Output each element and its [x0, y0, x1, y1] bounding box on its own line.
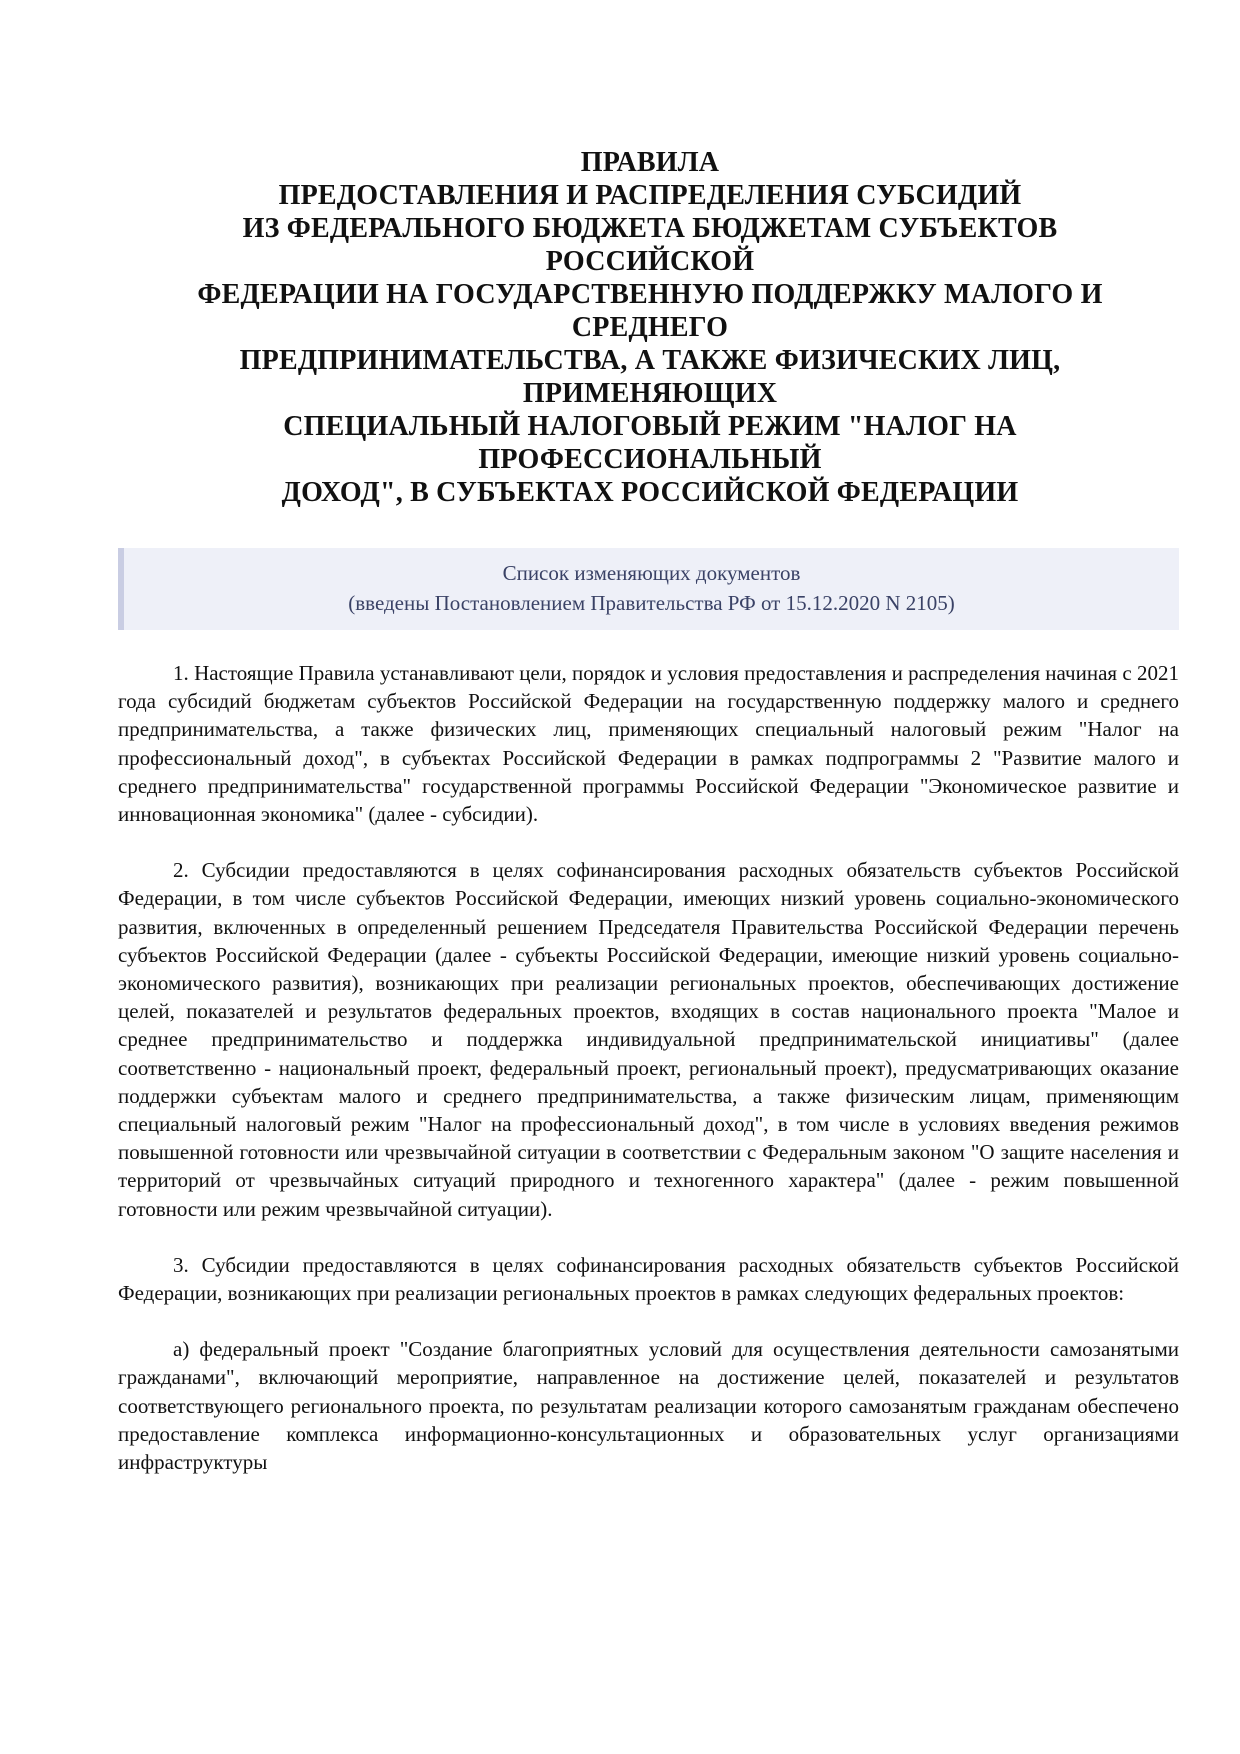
- title-line: ПРЕДОСТАВЛЕНИЯ И РАСПРЕДЕЛЕНИЯ СУБСИДИЙ: [278, 180, 1022, 211]
- paragraph-3: 3. Субсидии предоставляются в целях софинансирования расходных обязательств субъектов Российской Федерации, возникающих при реализации региональных проектов в рамках следующих федеральных проектов:: [118, 1252, 1179, 1306]
- document-title: [150, 146, 1150, 509]
- paragraph-2: 2. Субсидии предоставляются в целях софинансирования расходных обязательств субъектов Российской Федерации, в том числе субъектов Российской Федерации, имеющих низкий уровень социально-экономического развития, включенных в определенный решением Председателя Правительства Российской Федерации перечень субъектов Российской Федерации (далее - субъекты Российской Федерации, имеющие низкий уровень социально-экономического развития), возникающих при реализации региональных проектов, обеспечивающих достижение целей, показателей и результатов федеральных проектов, входящих в состав национального проекта "Малое и среднее предпринимательство и поддержка индивидуальной предпринимательской инициативы" (далее соответственно - национальный проект, федеральный проект, региональный проект), предусматривающих оказание поддержки субъектам малого и среднего предпринимательства, а также физическим лицам, применяющим специальный налоговый режим "Налог на профессиональный доход", в том числе в условиях введения режимов повышенной готовности или чрезвычайной ситуации в соответствии с Федеральным законом "О защите населения и территорий от чрезвычайных ситуаций природного и техногенного характера" (далее - режим повышенной готовности или режим чрезвычайной ситуации).: [118, 858, 1179, 1221]
- amending-documents-note: (введены Постановлением Правительства РФ от 15.12.2020 N 2105): [348, 591, 955, 615]
- title-line: ФЕДЕРАЦИИ НА ГОСУДАРСТВЕННУЮ ПОДДЕРЖКУ МАЛОГО И: [197, 279, 1103, 310]
- title-line: СПЕЦИАЛЬНЫЙ НАЛОГОВЫЙ РЕЖИМ "НАЛОГ НА: [283, 411, 1017, 442]
- title-line: ПРИМЕНЯЮЩИХ: [522, 378, 778, 409]
- title-line: ПРОФЕССИОНАЛЬНЫЙ: [478, 444, 822, 475]
- title-line: РОССИЙСКОЙ: [545, 246, 755, 277]
- title-line: СРЕДНЕГО: [571, 312, 729, 343]
- amending-documents-box: [118, 548, 1179, 630]
- paragraph-3a: а) федеральный проект "Создание благоприятных условий для осуществления деятельности самозанятыми гражданами", включающий мероприятие, направленное на достижение целей, показателей и результатов соответствующего регионального проекта, по результатам реализации которого самозанятым гражданам обеспечено предоставление комплекса информационно-консультационных и образовательных услуг организациями инфраструктуры: [118, 1337, 1179, 1475]
- title-line: ПРАВИЛА: [580, 147, 720, 178]
- title-line: ПРЕДПРИНИМАТЕЛЬСТВА, А ТАКЖЕ ФИЗИЧЕСКИХ ЛИЦ,: [239, 345, 1061, 376]
- amending-documents-heading: Список изменяющих документов: [502, 561, 801, 585]
- paragraph-1: 1. Настоящие Правила устанавливают цели, порядок и условия предоставления и распределения начиная с 2021 года субсидий бюджетам субъектов Российской Федерации на государственную поддержку малого и среднего предпринимательства, а также физических лиц, применяющих специальный налоговый режим "Налог на профессиональный доход", в субъектах Российской Федерации в рамках подпрограммы 2 "Развитие малого и среднего предпринимательства" государственной программы Российской Федерации "Экономическое развитие и инновационная экономика" (далее - субсидии).: [118, 661, 1179, 827]
- title-line: ИЗ ФЕДЕРАЛЬНОГО БЮДЖЕТА БЮДЖЕТАМ СУБЪЕКТОВ: [242, 213, 1058, 244]
- document-body: [118, 659, 1179, 1504]
- title-line: ДОХОД", В СУБЪЕКТАХ РОССИЙСКОЙ ФЕДЕРАЦИИ: [281, 477, 1019, 508]
